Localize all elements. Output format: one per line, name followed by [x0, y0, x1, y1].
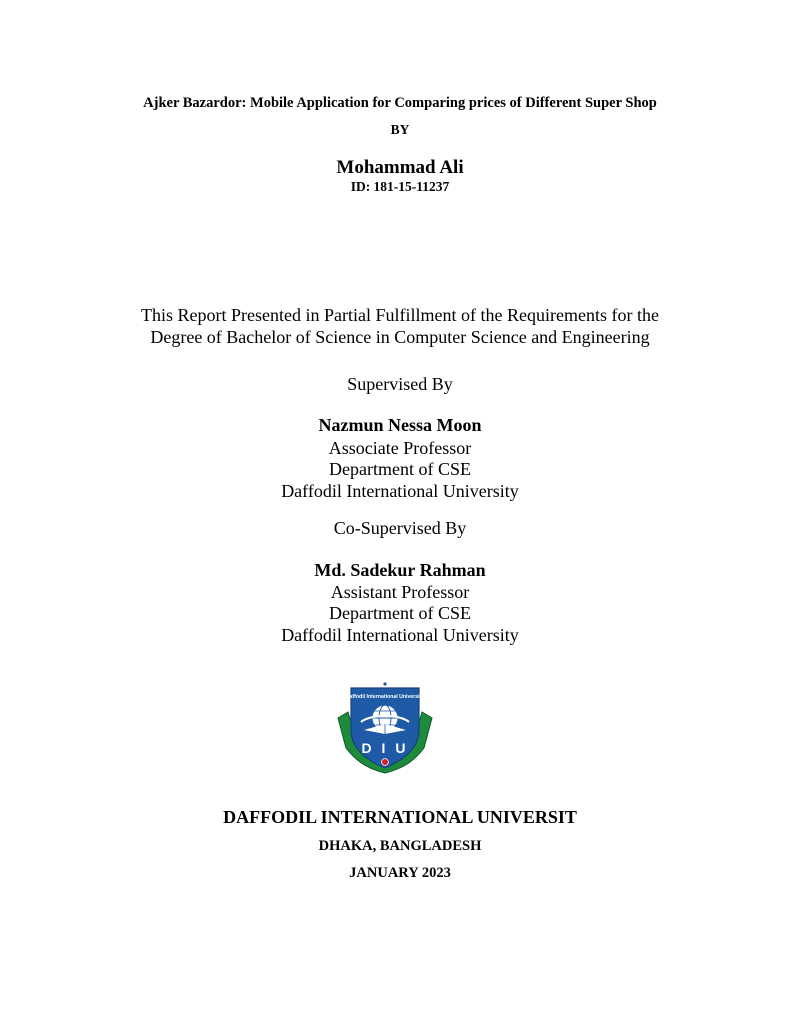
co-supervisor-university: Daffodil International University: [281, 625, 519, 645]
supervised-by-heading: Supervised By: [347, 374, 453, 394]
institution-city: DHAKA, BANGLADESH: [318, 838, 482, 854]
by-label: BY: [390, 122, 410, 137]
supervisor-name: Nazmun Nessa Moon: [318, 415, 482, 435]
student-id: ID: 181-15-11237: [350, 179, 450, 194]
co-supervisor-name: Md. Sadekur Rahman: [314, 560, 486, 580]
author-name: Mohammad Ali: [336, 157, 464, 178]
institution-name: DAFFODIL INTERNATIONAL UNIVERSIT: [223, 807, 577, 827]
supervisor-department: Department of CSE: [329, 459, 471, 479]
submission-date: JANUARY 2023: [349, 865, 451, 881]
supervisor-university: Daffodil International University: [281, 481, 519, 501]
logo-letters: D I U: [361, 740, 409, 756]
university-logo: [334, 678, 436, 774]
supervisor-title: Associate Professor: [328, 438, 472, 458]
report-title: Ajker Bazardor: Mobile Application for Comparing prices of Different Super Shop: [143, 95, 657, 111]
co-supervisor-title: Assistant Professor: [330, 582, 470, 602]
logo-banner-text: Daffodil International University: [345, 694, 425, 700]
report-statement-line-1: This Report Presented in Partial Fulfillment of the Requirements for the: [141, 305, 659, 325]
co-supervisor-department: Department of CSE: [329, 603, 471, 623]
diu-crest-icon: [334, 678, 436, 774]
co-supervised-by-heading: Co-Supervised By: [333, 518, 467, 538]
report-statement-line-2: Degree of Bachelor of Science in Computer Science and Engineering: [150, 327, 650, 347]
